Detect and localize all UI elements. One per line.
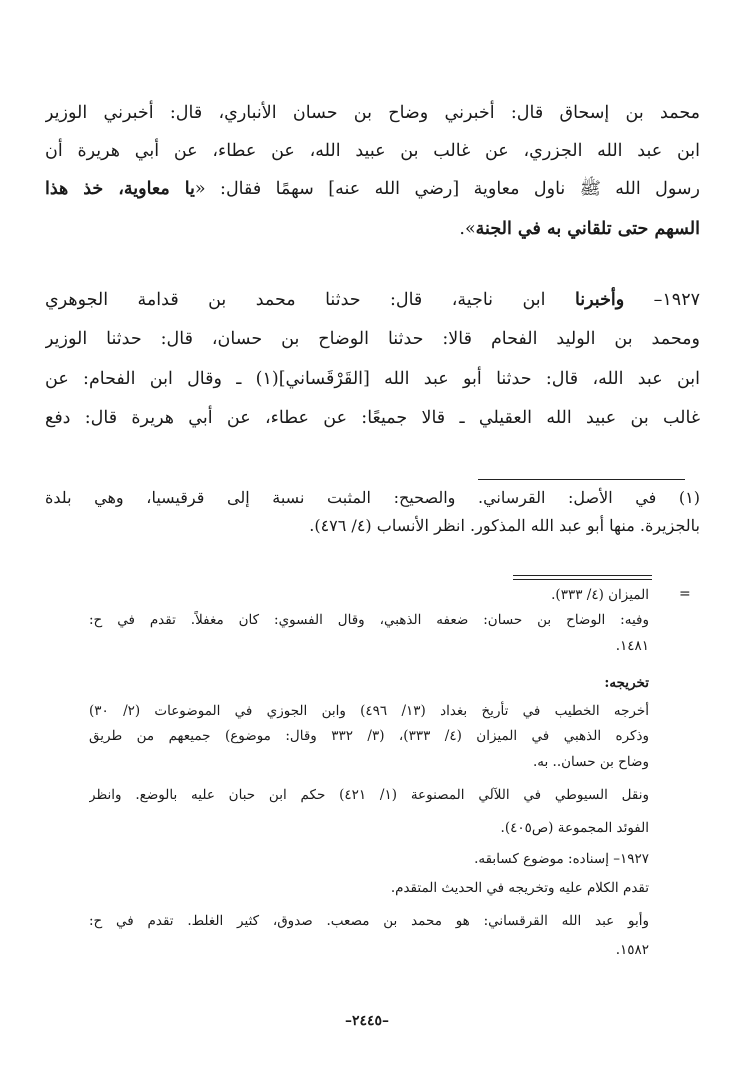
main-text-line-3 <box>45 176 700 204</box>
takhrij-heading: تخريجه: <box>604 675 649 691</box>
main-text-line-4 <box>45 216 700 244</box>
hadith-quote-part-1: يا معاوية، خذ هذا <box>45 179 195 199</box>
main-text-line-6: ومحمد بن الوليد الفحام قالا: حدثنا الوضاح بن حسان، قال: حدثنا الوزير <box>45 329 700 349</box>
main-text-line-4-end: ». <box>459 219 476 239</box>
notes-line-2: وفيه: الوضاح بن حسان: ضعفه الذهبي، وقال الفسوي: كان مغفلاً. تقدم في ح: <box>89 612 649 628</box>
main-text-line-3-start: رسول الله ﷺ ناول معاوية [رضي الله عنه] سهمًا فقال: « <box>194 179 700 199</box>
page-number: –٢٤٤٥– <box>344 1013 390 1029</box>
continuation-mark: = <box>679 586 691 602</box>
notes-line-1: الميزان (٤/ ٣٣٣). <box>551 587 649 603</box>
notes-line-3: ١٤٨١. <box>615 638 649 654</box>
main-text-line-5-rest: ابن ناجية، قال: حدثنا محمد بن قدامة الجوهري <box>45 290 575 310</box>
notes-line-12: ١٥٨٢. <box>615 942 649 958</box>
notes-line-11: وأبو عبد الله القرقساني: هو محمد بن مصعب. صدوق، كثير الغلط. تقدم في ح: <box>89 913 649 929</box>
notes-line-10: تقدم الكلام عليه وتخريجه في الحديث المتقدم. <box>390 880 649 896</box>
notes-line-4: أخرجه الخطيب في تأريخ بغداد (١٣/ ٤٩٦) وابن الجوزي في الموضوعات (٢/ ٣٠) <box>89 703 649 719</box>
main-text-line-5 <box>45 287 700 315</box>
main-text-line-2: ابن عبد الله الجزري، عن غالب بن عبيد الله، عن عطاء، عن أبي هريرة أن <box>45 141 700 161</box>
footnote-divider <box>478 479 685 480</box>
main-text-line-8: غالب بن عبيد الله العقيلي ـ قالا جميعًا: عن عطاء، عن أبي هريرة قال: دفع <box>45 408 700 428</box>
notes-line-8: الفوئد المجموعة (ص٤٠٥). <box>500 820 649 836</box>
notes-line-6: وضاح بن حسان.. به. <box>532 754 649 770</box>
notes-line-9: ١٩٢٧– إسناده: موضوع كسابقه. <box>474 851 649 867</box>
footnote-line-2: بالجزيرة. منها أبو عبد الله المذكور. انظر الأنساب (٤/ ٤٧٦). <box>309 516 700 535</box>
hadith-number: ١٩٢٧– <box>624 290 700 310</box>
main-text-line-1: محمد بن إسحاق قال: أخبرني وضاح بن حسان الأنباري، قال: أخبرني الوزير <box>45 103 700 123</box>
notes-line-7: ونقل السيوطي في اللآلي المصنوعة (١/ ٤٢١) حكم ابن حبان عليه بالوضع. وانظر <box>89 787 649 803</box>
akhbarana-word: وأخبرنا <box>574 290 625 310</box>
hadith-quote-part-2: السهم حتى تلقاني به في الجنة <box>475 219 700 239</box>
notes-line-5: وذكره الذهبي في الميزان (٤/ ٣٣٣)، (٣/ ٣٣٢ وقال: موضوع) جميعهم من طريق <box>89 728 649 744</box>
footnote-line-1: (١) في الأصل: القرساني. والصحيح: المثبت نسبة إلى قرقيسيا، وهي بلدة <box>45 488 700 507</box>
notes-divider-bottom <box>513 579 652 580</box>
main-text-line-7: ابن عبد الله، قال: حدثنا أبو عبد الله [القَرْقَساني](١) ـ وقال ابن الفحام: عن <box>45 369 700 389</box>
notes-divider-top <box>513 575 652 576</box>
